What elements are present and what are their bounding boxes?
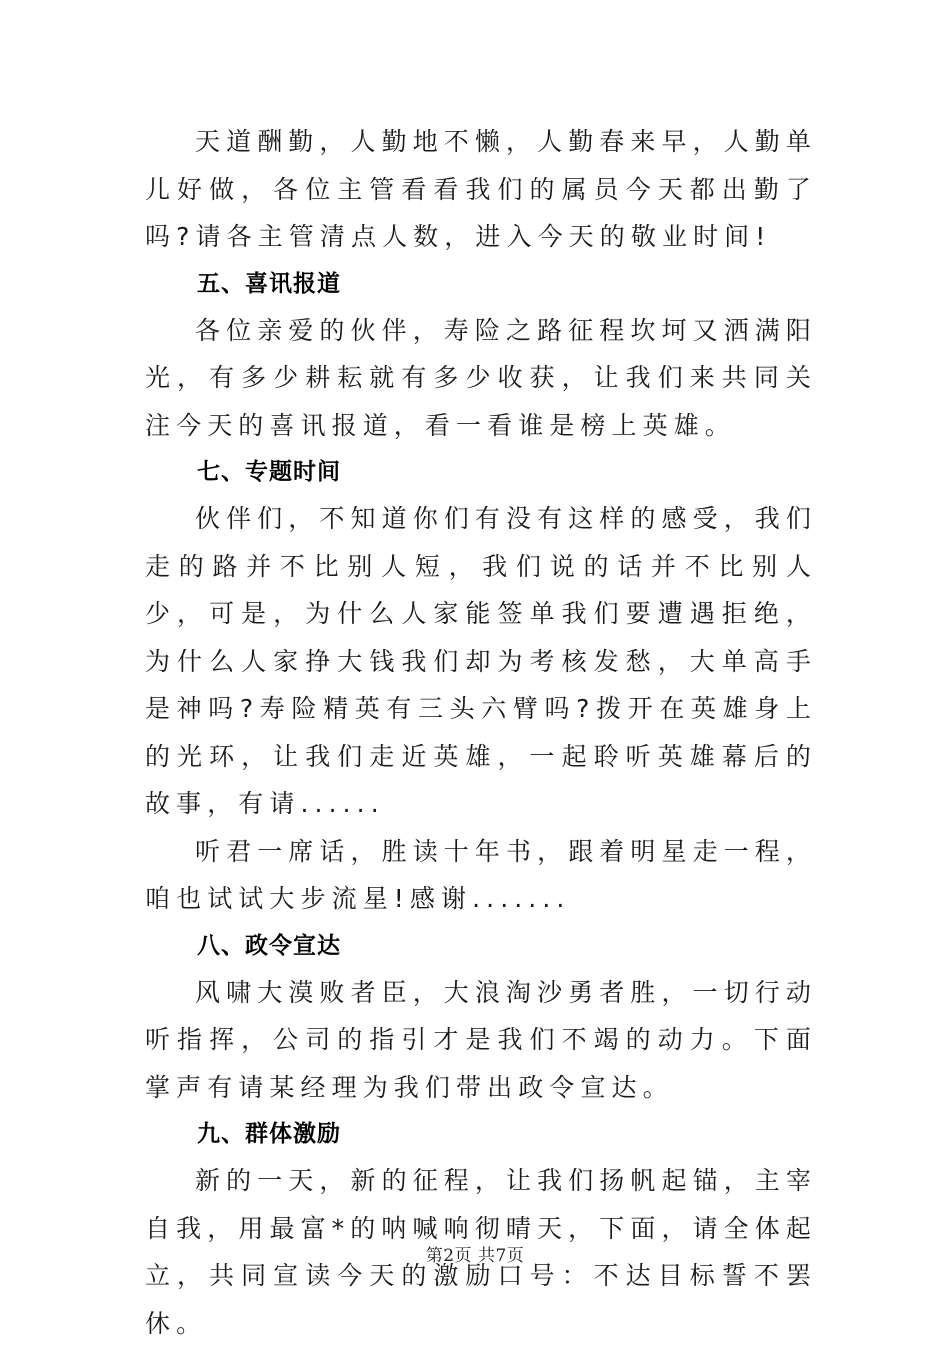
heading-motivation: 九、群体激励 xyxy=(197,1121,341,1147)
heading-special-topic: 七、专题时间 xyxy=(197,459,341,485)
heading-good-news: 五、喜讯报道 xyxy=(197,270,341,297)
heading-policy: 八、政令宣达 xyxy=(197,932,341,959)
paragraph-good-news: 各位亲爱的伙伴，寿险之路征程坎坷又洒满阳光，有多少耕耘就有多少收获，让我们来共同关注今天的喜讯报道，看一看谁是榜上英雄。 xyxy=(145,315,818,440)
page-number-footer: 第2页 共7页 xyxy=(425,1246,525,1266)
paragraph-diligence: 天道酬勤，人勤地不懒，人勤春来早，人勤单儿好做，各位主管看看我们的属员今天都出勤了吗?请各主管清点人数，进入今天的敬业时间! xyxy=(145,127,818,251)
paragraph-motivation: 新的一天，新的征程，让我们扬帆起锚，主宰自我，用最富*的呐喊响彻晴天，下面，请全体起立，共同宣读今天的激励口号：不达目标誓不罢休。 xyxy=(145,1166,818,1338)
paragraph-thanks: 听君一席话，胜读十年书，跟着明星走一程，咱也试试大步流星!感谢....... xyxy=(145,836,818,913)
paragraph-policy: 风啸大漠败者臣，大浪淘沙勇者胜，一切行动听指挥，公司的指引才是我们不竭的动力。下面掌声有请某经理为我们带出政令宣达。 xyxy=(145,977,818,1102)
document-body xyxy=(145,118,817,1347)
paragraph-special-topic: 伙伴们，不知道你们有没有这样的感受，我们走的路并不比别人短，我们说的话并不比别人少，可是，为什么人家能签单我们要遭遇拒绝，为什么人家挣大钱我们却为考核发愁，大单高手是神吗?寿险精英有三头六臂吗?拨开在英雄身上的光环，让我们走近英雄，一起聆听英雄幕后的故事，有请...... xyxy=(145,504,818,818)
